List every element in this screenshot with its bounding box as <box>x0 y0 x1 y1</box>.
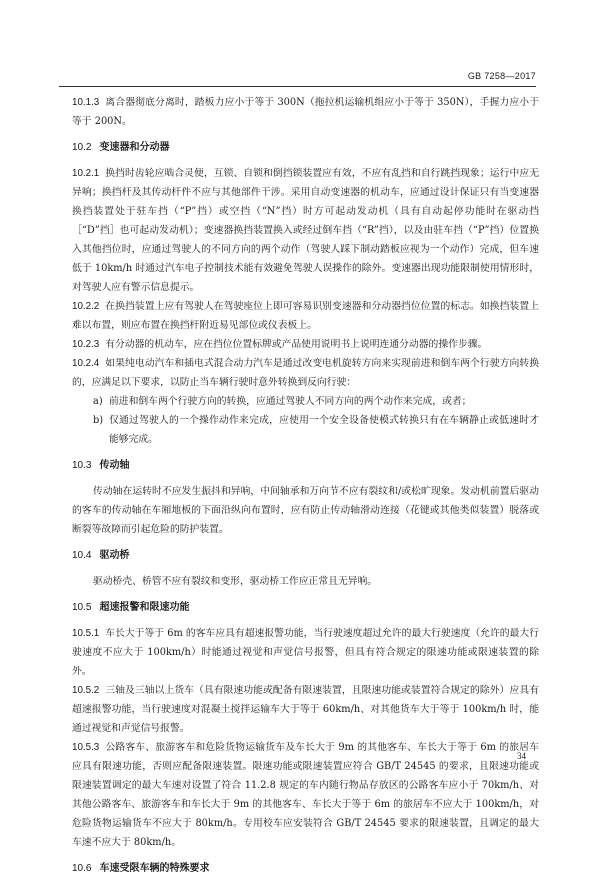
clause-10-1-3 <box>72 93 539 131</box>
list-text: 前进和倒车两个行驶方向的转换，应通过驾驶人不同方向的两个动作来完成，或者； <box>109 396 472 407</box>
list-marker: a) <box>93 396 103 407</box>
clause-text: 车长大于等于 6m 的客车应具有超速报警功能，当行驶速度超过允许的最大行驶速度（允许的最大行驶速度不应大于 100km/h）时能通过视觉和声觉信号报警，但具有符合规定的限速功能或限速装置的除外。 <box>72 628 539 677</box>
clause-10-5-1 <box>72 624 539 681</box>
clause-number: 10.5.3 <box>72 742 100 753</box>
section-10-3-body: 传动轴在运转时不应发生振抖和异响，中间轴承和万向节不应有裂纹和/或松旷现象。发动机前置后驱动的客车的传动轴在车厢地板的下面沿纵向布置时，应有防止传动轴滑动连接（花键或其他类似装置）脱落或断裂等故障而引起危险的防护装置。 <box>72 486 539 535</box>
clause-number: 10.2.4 <box>72 358 100 369</box>
clause-text: 三轴及三轴以上货车（具有限速功能或配备有限速装置，且限速功能或装置符合规定的除外）应具有超速报警功能，当行驶速度对混凝土搅拌运输车大于等于 60km/h、对其他货车大于等于 100km/h 时，能通过视觉和声觉信号报警。 <box>72 685 539 734</box>
clause-number: 10.2.1 <box>72 168 100 179</box>
clause-text: 如果纯电动汽车和插电式混合动力汽车是通过改变电机旋转方向来实现前进和倒车两个行驶方向转换的，应满足以下要求，以防止当车辆行驶时意外转换到反向行驶： <box>72 358 539 388</box>
page-number: 34 <box>517 751 526 761</box>
list-item-b <box>72 411 539 449</box>
clause-10-2-4 <box>72 354 539 392</box>
section-title: 超速报警和限速功能 <box>99 602 190 613</box>
clause-10-5-2 <box>72 681 539 738</box>
clause-text: 公路客车、旅游客车和危险货物运输货车及车长大于 9m 的其他客车、车长大于等于 6m 的旅居车应具有限速功能，否则应配备限速装置。限速功能或限速装置应符合 GB/T 24545 的要求，且限速功能或限速装置调定的最大车速对设置了符合 11.2.8 规定的车内随行物品存放区的公路客车应小于 70km/h、对其他公路客车、旅游客车和车长大于 9m 的其他客车、车长大于等于 6m 的旅居车不应大于 100km/h，对危险货物运输货车不应大于 80km/h。专用校车应安装符合 GB/T 24545 要求的限速装置，且调定的最大车速不应大于 80km/h。 <box>72 742 539 848</box>
section-number: 10.4 <box>72 550 92 561</box>
clause-number: 10.1.3 <box>72 97 100 108</box>
clause-10-2-3 <box>72 335 539 354</box>
section-title: 车速受限车辆的特殊要求 <box>99 863 210 874</box>
section-number: 10.2 <box>72 142 92 153</box>
list-text: 仅通过驾驶人的一个操作动作来完成，应使用一个安全设备使模式转换只有在车辆静止或低速时才能够完成。 <box>109 415 539 445</box>
document-body <box>72 93 539 885</box>
standard-code: GB 7258—2017 <box>467 71 536 81</box>
section-heading-10-4 <box>72 546 539 565</box>
section-number: 10.5 <box>72 602 92 613</box>
clause-text: 在换挡装置上应有驾驶人在驾驶座位上即可容易识别变速器和分动器挡位位置的标志。如换挡装置上难以布置，则应布置在换挡杆附近易见部位或仪表板上。 <box>72 301 539 331</box>
section-10-4-body: 驱动桥壳、桥管不应有裂纹和变形，驱动桥工作应正常且无异响。 <box>93 576 378 587</box>
section-number: 10.6 <box>72 863 92 874</box>
clause-number: 10.2.3 <box>72 339 100 350</box>
section-heading-10-5 <box>72 598 539 617</box>
clause-10-2-2 <box>72 297 539 335</box>
clause-text: 换挡时齿轮应啮合灵便，互锁、自锁和倒挡锁装置应有效，不应有乱挡和自行跳挡现象；运行中应无异响；换挡杆及其传动杆件不应与其他部件干涉。采用自动变速器的机动车，应通过设计保证只有当变速器换挡装置处于驻车挡（“P”挡）或空挡（“N”挡）时方可起动发动机（具有自动起停功能时在驱动挡［“D”挡］也可起动发动机）；变速器换挡装置换入或经过倒车挡（“R”挡），以及由驻车挡（“P”挡）位置换入其他挡位时，应通过驾驶人的不同方向的两个动作（驾驶人踩下制动踏板应视为一个动作）完成，但车速低于 10km/h 时通过汽车电子控制技术能有效避免驾驶人误操作的除外。变速器出现功能限制使用情形时，对驾驶人应有警示信息提示。 <box>72 168 539 293</box>
clause-text: 离合器彻底分离时，踏板力应小于等于 300N（拖拉机运输机组应小于等于 350N），手握力应小于等于 200N。 <box>72 97 539 127</box>
clause-10-2-1 <box>72 164 539 297</box>
clause-number: 10.2.2 <box>72 301 100 312</box>
section-title: 传动轴 <box>99 460 130 471</box>
section-title: 驱动桥 <box>99 550 130 561</box>
clause-text: 有分动器的机动车，应在挡位位置标牌或产品使用说明书上说明连通分动器的操作步骤。 <box>105 339 488 350</box>
section-number: 10.3 <box>72 460 92 471</box>
section-heading-10-3 <box>72 456 539 475</box>
clause-number: 10.5.1 <box>72 628 100 639</box>
header-rule <box>59 86 536 87</box>
section-heading-10-2 <box>72 138 539 157</box>
list-item-a <box>72 392 539 411</box>
clause-number: 10.5.2 <box>72 685 100 696</box>
section-heading-10-6 <box>72 859 539 878</box>
section-title: 变速器和分动器 <box>99 142 170 153</box>
clause-10-5-3 <box>72 738 539 852</box>
list-marker: b) <box>93 415 104 426</box>
